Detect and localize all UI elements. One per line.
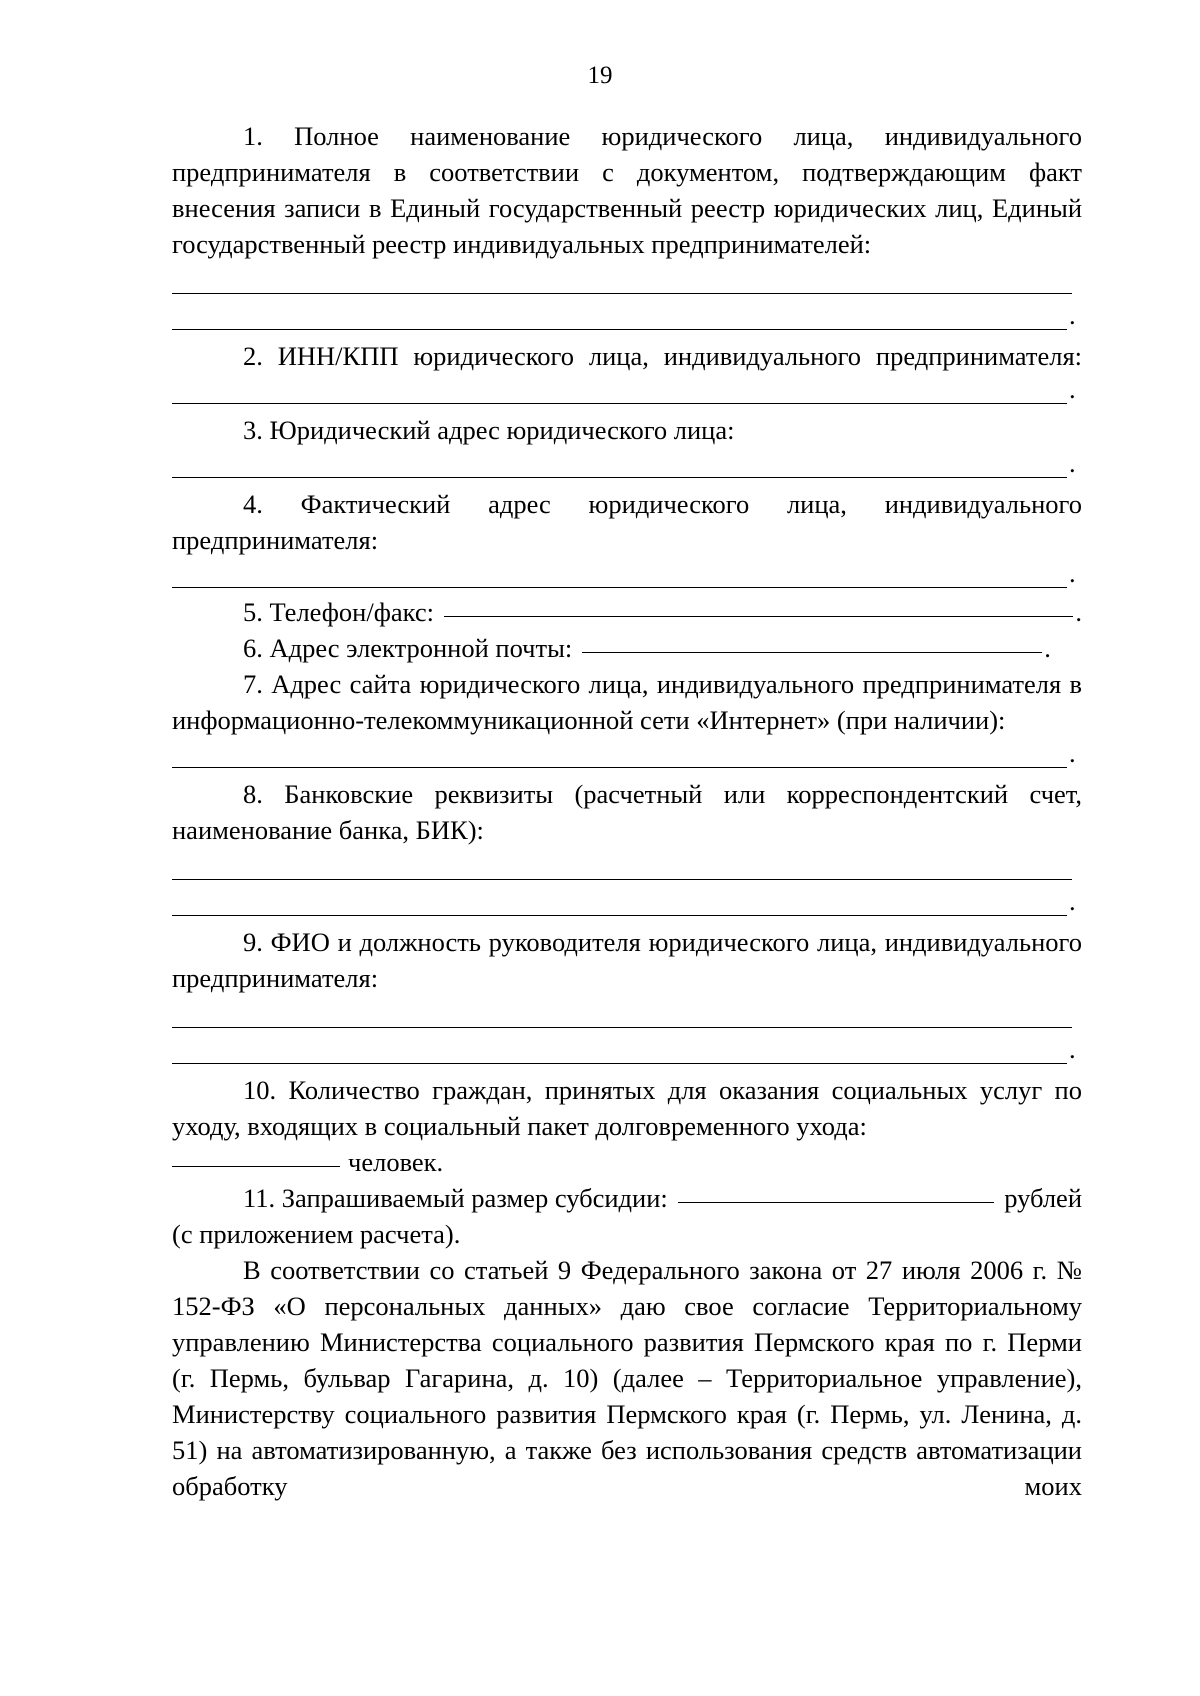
item-10-unit: человек.: [348, 1147, 444, 1177]
item-11-row: [172, 1180, 1082, 1216]
item-2-field-line[interactable]: [172, 374, 1082, 410]
item-8-field-line-1[interactable]: [172, 850, 1082, 886]
item-9-text: 9. ФИО и должность руководителя юридического лица, индивидуального предпринимателя:: [172, 927, 1082, 993]
item-9-field-line-2[interactable]: [172, 1034, 1082, 1070]
email-field[interactable]: [582, 651, 1042, 653]
item-9-period: .: [1069, 1034, 1076, 1064]
phone-fax-field[interactable]: [444, 615, 1073, 617]
item-4-field-line[interactable]: [172, 558, 1082, 594]
item-4-text: 4. Фактический адрес юридического лица, индивидуального предпринимателя:: [172, 489, 1082, 555]
item-1-field-line-2[interactable]: [172, 300, 1082, 336]
item-3-period: .: [1069, 448, 1076, 478]
item-10-count-row: [172, 1144, 1082, 1180]
item-5-label: 5. Телефон/факс:: [243, 597, 434, 627]
item-7-text: 7. Адрес сайта юридического лица, индивидуального предпринимателя в информационно-телекоммуникационной сети «Интернет» (при наличии):: [172, 669, 1082, 735]
item-2-period: .: [1069, 374, 1076, 404]
item-1-text: 1. Полное наименование юридического лица, индивидуального предпринимателя в соответствии с документом, подтверждающим факт внесения записи в Единый государственный реестр юридических лиц, Единый государственный реестр индивидуальных предпринимателей:: [172, 121, 1082, 259]
item-1-period: .: [1069, 300, 1076, 330]
form-content: [172, 118, 1082, 1504]
item-3-field-line[interactable]: [172, 448, 1082, 484]
item-11-unit: рублей: [1004, 1183, 1082, 1213]
item-7-field-line[interactable]: [172, 738, 1082, 774]
item-10-text: 10. Количество граждан, принятых для оказания социальных услуг по уходу, входящих в социальный пакет долговременного ухода:: [172, 1075, 1082, 1141]
item-5-row: [172, 594, 1082, 630]
citizens-count-field[interactable]: [172, 1165, 340, 1167]
page-number: 19: [587, 62, 613, 89]
item-4-period: .: [1069, 558, 1076, 588]
item-6-period: .: [1044, 633, 1051, 663]
consent-text: В соответствии со статьей 9 Федерального закона от 27 июля 2006 г. № 152-ФЗ «О персональных данных» даю свое согласие Территориальному управлению Министерства социального развития Пермского края по г. Перми (г. Пермь, бульвар Гагарина, д. 10) (далее – Территориальное управление), Министерству социального развития Пермского края (г. Пермь, ул. Ленина, д. 51) на автоматизированную, а также без использования средств автоматизации обработку моих: [172, 1255, 1082, 1501]
item-8-field-line-2[interactable]: [172, 886, 1082, 922]
item-8-period: .: [1069, 886, 1076, 916]
item-3-text: 3. Юридический адрес юридического лица:: [243, 415, 735, 445]
item-6-label: 6. Адрес электронной почты:: [243, 633, 573, 663]
item-11-label: 11. Запрашиваемый размер субсидии:: [243, 1183, 668, 1213]
item-7-period: .: [1069, 738, 1076, 768]
item-8-text: 8. Банковские реквизиты (расчетный или корреспондентский счет, наименование банка, БИК):: [172, 779, 1082, 845]
item-6-row: [172, 630, 1082, 666]
item-11-note: (с приложением расчета).: [172, 1219, 461, 1249]
item-9-field-line-1[interactable]: [172, 998, 1082, 1034]
item-2-text: 2. ИНН/КПП юридического лица, индивидуального предпринимателя:: [243, 341, 1082, 371]
item-1-field-line-1[interactable]: [172, 264, 1082, 300]
item-5-period: .: [1075, 597, 1082, 627]
subsidy-amount-field[interactable]: [678, 1201, 994, 1203]
